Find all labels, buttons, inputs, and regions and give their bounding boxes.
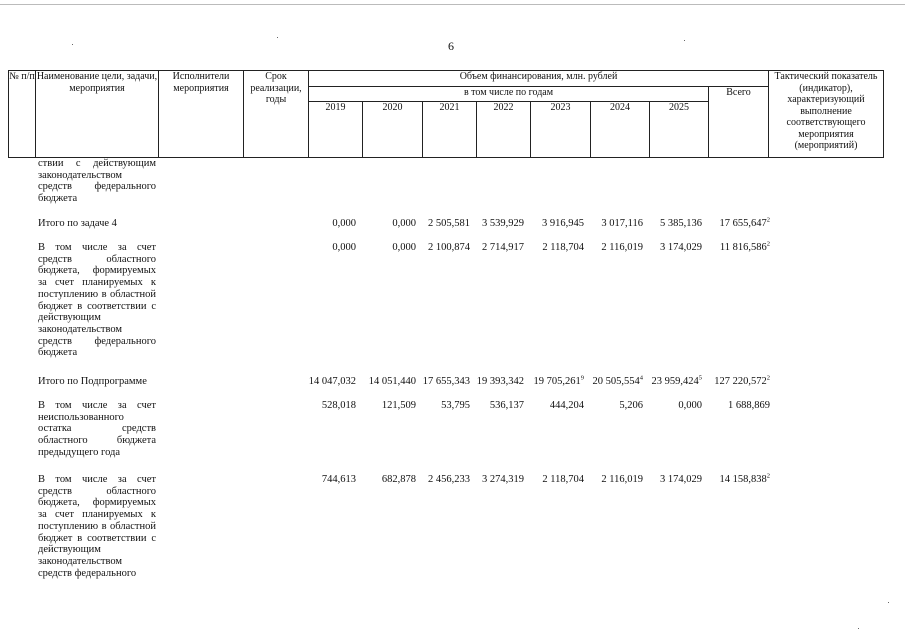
value-2021: 2 456,233 [428, 474, 470, 485]
value-2019: 0,000 [332, 218, 356, 229]
scan-speck [684, 40, 685, 41]
footnote-mark: 2 [766, 216, 770, 224]
scan-speck [72, 44, 73, 45]
value-total: 17 655,647$^2$ [719, 216, 770, 229]
value-2025: 0,000 [678, 400, 702, 411]
header-year-2023: 2023 [531, 102, 591, 158]
value-total: 127 220,572$^2$ [714, 374, 770, 387]
value-2023: 444,204 [549, 400, 584, 411]
header-name: Наименование цели, задачи, мероприятия [36, 71, 159, 158]
value-2022: 3 274,319 [482, 474, 524, 485]
scan-speck [858, 628, 859, 629]
value-2020: 121,509 [381, 400, 416, 411]
value-2023: 19 705,261$^9$ [533, 374, 584, 387]
header-by-years: в том числе по годам [309, 87, 709, 102]
header-executors: Исполнители мероприятия [159, 71, 244, 158]
value-2020: 14 051,440 [368, 376, 416, 387]
header-num: № п/п [9, 71, 36, 158]
value-2020: 0,000 [392, 242, 416, 253]
value-2022: 19 393,342 [476, 376, 524, 387]
page-number: 6 [448, 39, 454, 53]
header-year-2022: 2022 [477, 102, 531, 158]
row-label: В том числе за счет неиспользованного остатка средств областного бюджета предыдущего года [38, 400, 156, 458]
header-term: Срок реализации, годы [244, 71, 309, 158]
scan-speck [888, 602, 889, 603]
value-2025: 5 385,136 [660, 218, 702, 229]
footnote-mark: 9 [580, 374, 584, 382]
scan-speck [277, 37, 278, 38]
value-2025: 3 174,029 [660, 242, 702, 253]
page-top-edge [0, 4, 905, 5]
header-year-2021: 2021 [423, 102, 477, 158]
value-2023: 2 118,704 [542, 474, 584, 485]
value-2020: 682,878 [381, 474, 416, 485]
header-year-2019: 2019 [309, 102, 363, 158]
value-2019: 14 047,032 [308, 376, 356, 387]
funding-table-header [8, 70, 884, 158]
value-2019: 744,613 [321, 474, 356, 485]
header-year-2024: 2024 [591, 102, 650, 158]
value-total: 1 688,869 [728, 400, 770, 411]
footnote-mark: 2 [766, 472, 770, 480]
value-2019: 528,018 [321, 400, 356, 411]
value-2023: 3 916,945 [542, 218, 584, 229]
value-2025: 3 174,029 [660, 474, 702, 485]
value-2022: 536,137 [489, 400, 524, 411]
header-year-2025: 2025 [650, 102, 709, 158]
value-2024: 3 017,116 [601, 218, 643, 229]
header-year-2020: 2020 [363, 102, 423, 158]
footnote-mark: 5 [698, 374, 702, 382]
value-2024: 5,206 [619, 400, 643, 411]
value-2023: 2 118,704 [542, 242, 584, 253]
value-2024: 2 116,019 [601, 242, 643, 253]
row-label: В том числе за счет средств областного бюджета, формируемых за счет планируемых к поступлению в областной бюджет в соответствии с действующим законодательством средств федерального [38, 474, 156, 579]
value-total: 11 816,586$^2$ [719, 240, 770, 253]
footnote-mark: 4 [639, 374, 643, 382]
value-2021: 2 505,581 [428, 218, 470, 229]
row-label: Итого по задаче 4 [38, 218, 117, 229]
header-total: Всего [709, 87, 769, 158]
footnote-mark: 2 [766, 240, 770, 248]
value-2021: 2 100,874 [428, 242, 470, 253]
value-2021: 53,795 [441, 400, 470, 411]
value-2022: 3 539,929 [482, 218, 524, 229]
value-2024: 20 505,554$^4$ [592, 374, 643, 387]
value-2022: 2 714,917 [482, 242, 524, 253]
value-2025: 23 959,424$^5$ [651, 374, 702, 387]
row-label: ствии с действующим законодательством средств федерального бюджета [38, 158, 156, 205]
footnote-mark: 2 [766, 374, 770, 382]
value-2024: 2 116,019 [601, 474, 643, 485]
row-label: В том числе за счет средств областного бюджета, формируемых за счет планируемых к поступлению в областной бюджет в соответствии с действующим законодательством средств федерального бюджета [38, 242, 156, 359]
header-indicator: Тактический показатель (индикатор), характеризующий выполнение соответствующего мероприятия (мероприятий) [769, 71, 884, 158]
header-funding: Объем финансирования, млн. рублей [309, 71, 769, 87]
value-total: 14 158,838$^2$ [719, 472, 770, 485]
value-2020: 0,000 [392, 218, 416, 229]
value-2019: 0,000 [332, 242, 356, 253]
value-2021: 17 655,343 [422, 376, 470, 387]
row-label: Итого по Подпрограмме [38, 376, 147, 387]
